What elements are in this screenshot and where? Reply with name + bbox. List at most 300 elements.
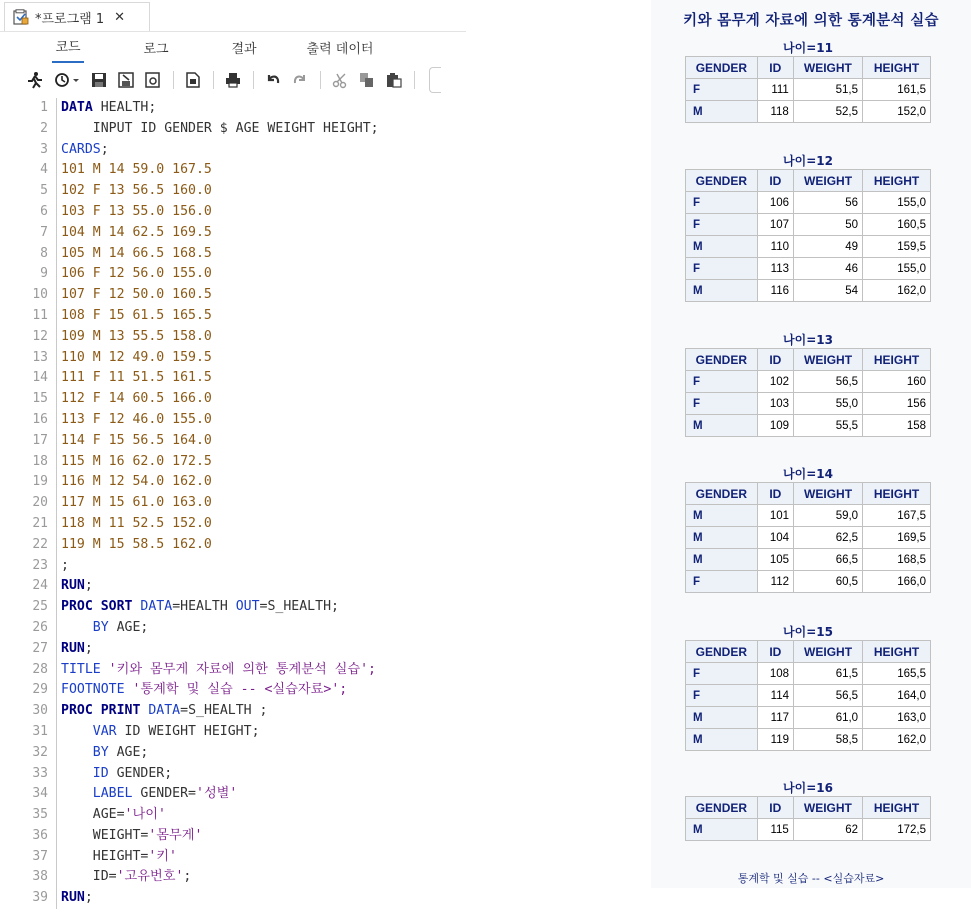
table-row — [686, 79, 931, 101]
code-token: '나이' — [124, 807, 166, 823]
code-line[interactable] — [0, 327, 466, 348]
copy-icon[interactable] — [358, 71, 376, 89]
code-text — [61, 514, 212, 535]
code-text — [61, 556, 69, 577]
value-cell: 164,0 — [863, 685, 931, 707]
code-text — [61, 368, 212, 389]
code-token: 107 F 12 50.0 160.5 — [61, 287, 212, 303]
code-line[interactable] — [0, 472, 466, 493]
code-line[interactable] — [0, 306, 466, 327]
line-number: 17 — [32, 432, 48, 448]
program-file-icon — [13, 9, 29, 25]
code-token: ID WEIGHT HEIGHT; — [116, 723, 260, 739]
value-cell: 112 — [757, 571, 793, 593]
code-token: ; — [183, 869, 192, 885]
history-icon[interactable] — [53, 71, 81, 89]
table-header-row — [686, 57, 931, 79]
code-line[interactable] — [0, 597, 466, 618]
code-token: 105 M 14 66.5 168.5 — [61, 245, 212, 261]
line-number: 10 — [32, 287, 48, 303]
value-cell: 104 — [757, 527, 793, 549]
code-token: BY — [92, 744, 109, 760]
table-row — [686, 549, 931, 571]
code-line[interactable] — [0, 348, 466, 369]
code-line[interactable] — [0, 743, 466, 764]
line-number: 19 — [32, 474, 48, 490]
value-cell: 165,5 — [863, 663, 931, 685]
code-token: ID — [92, 765, 109, 781]
gutter-divider — [56, 493, 57, 514]
gutter-divider — [56, 888, 57, 909]
code-text — [61, 493, 212, 514]
tab-log[interactable]: 로그 — [143, 42, 169, 57]
table-header-row — [686, 349, 931, 371]
column-header: HEIGHT — [863, 170, 931, 192]
code-area[interactable] — [0, 98, 466, 909]
code-token: 117 M 15 61.0 163.0 — [61, 495, 212, 511]
code-text — [61, 181, 212, 202]
code-line[interactable] — [0, 764, 466, 785]
gutter-divider — [56, 119, 57, 140]
code-text — [61, 701, 267, 722]
gutter-divider — [56, 826, 57, 847]
gutter-divider — [56, 306, 57, 327]
code-text — [61, 888, 93, 909]
value-cell: 113 — [757, 258, 793, 280]
results-footnote: 통계학 및 실습 -- <실습자료> — [737, 872, 885, 885]
code-token: AGE; — [108, 619, 149, 635]
line-number: 33 — [32, 765, 48, 781]
line-number: 25 — [32, 599, 48, 615]
toolbar-divider — [173, 71, 174, 89]
code-line[interactable] — [0, 368, 466, 389]
column-header: WEIGHT — [794, 170, 863, 192]
code-token: DATA — [61, 100, 93, 115]
gutter-divider — [56, 867, 57, 888]
gutter-divider — [56, 410, 57, 431]
code-token: 109 M 13 55.5 158.0 — [61, 328, 212, 344]
save-icon[interactable] — [90, 71, 108, 89]
line-number: 38 — [32, 869, 48, 885]
code-token: BY — [92, 619, 109, 635]
code-line[interactable] — [0, 181, 466, 202]
print-icon[interactable] — [224, 71, 242, 89]
gutter-divider — [56, 160, 57, 181]
by-group-table — [685, 781, 931, 841]
value-cell: 156 — [863, 393, 931, 415]
code-token: RUN — [61, 640, 85, 656]
value-cell: 168,5 — [863, 549, 931, 571]
gender-cell: F — [686, 371, 758, 393]
code-token: =HEALTH — [172, 599, 236, 615]
table-row — [686, 819, 931, 841]
code-text — [61, 784, 237, 805]
code-text — [61, 743, 148, 764]
gutter-divider — [56, 597, 57, 618]
code-token: ID= — [61, 869, 117, 885]
line-number: 39 — [32, 890, 48, 906]
value-cell: 162,0 — [863, 729, 931, 751]
gutter-divider — [56, 535, 57, 556]
gutter-divider — [56, 472, 57, 493]
line-number: 32 — [32, 744, 48, 760]
code-token — [61, 786, 93, 801]
code-token: 116 M 12 54.0 162.0 — [61, 474, 212, 490]
line-number: 35 — [32, 807, 48, 823]
code-token: =S_HEALTH ; — [180, 703, 268, 719]
code-token: '성별' — [196, 786, 238, 802]
table-header-row — [686, 483, 931, 505]
code-text — [61, 306, 212, 327]
value-cell: 56,5 — [794, 685, 863, 707]
gender-cell: F — [686, 192, 758, 214]
value-cell: 62 — [793, 819, 862, 841]
code-line[interactable] — [0, 160, 466, 181]
by-group-label: 나이=15 — [783, 625, 833, 639]
line-number: 12 — [32, 328, 48, 344]
value-cell: 62,5 — [794, 527, 863, 549]
value-cell: 55,5 — [794, 415, 863, 437]
code-text — [61, 535, 212, 556]
code-text — [61, 264, 212, 285]
code-text — [61, 285, 212, 306]
line-number: 11 — [32, 307, 48, 323]
save-program-icon[interactable] — [144, 71, 162, 89]
line-number: 2 — [40, 120, 48, 136]
gutter-divider — [56, 181, 57, 202]
gender-cell: F — [686, 79, 758, 101]
gender-cell: M — [686, 819, 758, 841]
value-cell: 162,0 — [863, 280, 931, 302]
column-header: WEIGHT — [793, 797, 862, 819]
gender-cell: M — [686, 505, 758, 527]
value-cell: 50 — [794, 214, 863, 236]
column-header: HEIGHT — [862, 57, 930, 79]
code-line[interactable] — [0, 639, 466, 660]
code-text — [61, 805, 166, 826]
line-number: 16 — [32, 411, 48, 427]
code-line[interactable] — [0, 264, 466, 285]
line-number: 15 — [32, 391, 48, 407]
toolbar-search-field[interactable] — [429, 67, 441, 93]
table-header-row — [686, 641, 931, 663]
by-group-label: 나이=16 — [783, 781, 833, 795]
gutter-divider — [56, 285, 57, 306]
value-cell: 61,0 — [794, 707, 863, 729]
line-number: 37 — [32, 848, 48, 864]
code-line[interactable] — [0, 805, 466, 826]
column-header: ID — [757, 57, 793, 79]
line-number: 1 — [40, 100, 48, 115]
code-token: OUT — [235, 599, 260, 615]
code-text — [61, 764, 172, 785]
column-header: GENDER — [686, 483, 758, 505]
code-text — [61, 202, 212, 223]
code-token: TITLE — [61, 661, 101, 677]
code-line[interactable] — [0, 431, 466, 452]
code-text — [61, 98, 156, 119]
redo-icon[interactable] — [291, 71, 309, 89]
value-cell: 103 — [757, 393, 793, 415]
value-cell: 59,0 — [794, 505, 863, 527]
table-row — [686, 415, 931, 437]
run-icon[interactable] — [26, 71, 44, 89]
value-cell: 166,0 — [863, 571, 931, 593]
code-line[interactable] — [0, 576, 466, 597]
table-row — [686, 685, 931, 707]
code-line[interactable] — [0, 556, 466, 577]
code-token — [61, 724, 93, 739]
value-cell: 169,5 — [863, 527, 931, 549]
code-line[interactable] — [0, 826, 466, 847]
column-header: ID — [757, 349, 793, 371]
tab-code[interactable]: 코드 — [52, 36, 84, 63]
code-token: AGE= — [61, 807, 125, 823]
gutter-divider — [56, 764, 57, 785]
code-token: 113 F 12 46.0 155.0 — [61, 411, 212, 427]
code-line[interactable] — [0, 514, 466, 535]
line-number: 18 — [32, 453, 48, 469]
code-token: VAR — [92, 723, 117, 739]
code-text — [61, 119, 379, 140]
code-text — [61, 472, 212, 493]
value-cell: 102 — [757, 371, 793, 393]
code-token: INPUT ID GENDER $ AGE WEIGHT HEIGHT; — [61, 120, 379, 136]
code-file-icon[interactable] — [184, 71, 202, 89]
column-header: ID — [757, 170, 793, 192]
column-header: WEIGHT — [794, 483, 863, 505]
code-token: AGE; — [108, 744, 149, 760]
line-number: 21 — [32, 515, 48, 531]
value-cell: 114 — [757, 685, 793, 707]
table-row — [686, 236, 931, 258]
column-header: ID — [757, 641, 793, 663]
gutter-divider — [56, 805, 57, 826]
column-header: GENDER — [686, 57, 758, 79]
editor-subtabs — [0, 33, 466, 63]
value-cell: 159,5 — [863, 236, 931, 258]
code-line[interactable] — [0, 867, 466, 888]
value-cell: 55,0 — [794, 393, 863, 415]
value-cell: 109 — [757, 415, 793, 437]
gutter-divider — [56, 348, 57, 369]
gutter-divider — [56, 680, 57, 701]
code-line[interactable] — [0, 452, 466, 473]
code-line[interactable] — [0, 660, 466, 681]
code-token: FOOTNOTE — [61, 682, 125, 698]
code-token: '몸무게' — [148, 827, 203, 843]
code-line[interactable] — [0, 618, 466, 639]
code-line[interactable] — [0, 722, 466, 743]
code-token: '키와 몸무게 자료에 의한 통계분석 실습'; — [100, 661, 376, 677]
value-cell: 158 — [863, 415, 931, 437]
code-line[interactable] — [0, 410, 466, 431]
gutter-divider — [56, 847, 57, 868]
results-table — [685, 169, 931, 302]
code-text — [61, 660, 376, 681]
code-text — [61, 389, 212, 410]
column-header: HEIGHT — [863, 641, 931, 663]
gutter-divider — [56, 202, 57, 223]
code-text — [61, 826, 202, 847]
value-cell: 152,0 — [862, 101, 930, 123]
line-number: 34 — [32, 786, 48, 802]
code-token: =S_HEALTH; — [259, 599, 339, 615]
tab-output-data[interactable]: 출력 데이터 — [306, 42, 374, 57]
value-cell: 160,5 — [863, 214, 931, 236]
code-token: 111 F 11 51.5 161.5 — [61, 370, 212, 386]
line-number: 29 — [32, 682, 48, 698]
code-token: '고유번호' — [116, 869, 184, 885]
code-token — [61, 620, 93, 635]
code-token: GENDER= — [132, 786, 196, 802]
gutter-divider — [56, 514, 57, 535]
table-row — [686, 663, 931, 685]
value-cell: 49 — [794, 236, 863, 258]
paste-icon[interactable] — [385, 71, 403, 89]
line-number: 23 — [32, 557, 48, 573]
value-cell: 106 — [757, 192, 793, 214]
column-header: HEIGHT — [863, 483, 931, 505]
by-group-label: 나이=11 — [783, 41, 833, 55]
table-row — [686, 729, 931, 751]
code-token: RUN — [61, 578, 85, 594]
gutter-divider — [56, 244, 57, 265]
by-group-table — [685, 625, 931, 751]
code-line[interactable] — [0, 119, 466, 140]
table-header-row — [686, 797, 931, 819]
code-text — [61, 847, 177, 868]
line-number: 6 — [40, 203, 48, 219]
gutter-divider — [56, 368, 57, 389]
code-token: 119 M 15 58.5 162.0 — [61, 536, 212, 552]
table-row — [686, 214, 931, 236]
value-cell: 56 — [794, 192, 863, 214]
code-line[interactable] — [0, 493, 466, 514]
gender-cell: F — [686, 663, 758, 685]
code-line[interactable] — [0, 847, 466, 868]
code-line[interactable] — [0, 888, 466, 909]
line-number: 3 — [40, 141, 48, 157]
table-row — [686, 101, 931, 123]
column-header: GENDER — [686, 797, 758, 819]
code-editor-panel — [0, 0, 466, 906]
code-line[interactable] — [0, 98, 466, 119]
code-line[interactable] — [0, 680, 466, 701]
line-number: 20 — [32, 495, 48, 511]
value-cell: 101 — [757, 505, 793, 527]
code-token: PROC SORT — [61, 599, 133, 615]
document-tab-bar — [0, 0, 466, 32]
line-number: 9 — [40, 266, 48, 282]
code-line[interactable] — [0, 701, 466, 722]
results-table — [685, 640, 931, 751]
code-token: 110 M 12 49.0 159.5 — [61, 349, 212, 365]
value-cell: 115 — [757, 819, 793, 841]
value-cell: 107 — [757, 214, 793, 236]
code-token: ; — [84, 578, 93, 594]
cut-icon[interactable] — [331, 71, 349, 89]
line-number: 24 — [32, 578, 48, 594]
gutter-divider — [56, 98, 57, 119]
value-cell: 66,5 — [794, 549, 863, 571]
code-token: HEALTH; — [92, 100, 157, 115]
code-token: 101 M 14 59.0 167.5 — [61, 162, 212, 178]
value-cell: 117 — [757, 707, 793, 729]
column-header: GENDER — [686, 641, 758, 663]
tab-results[interactable]: 결과 — [231, 42, 257, 57]
code-line[interactable] — [0, 535, 466, 556]
gender-cell: M — [686, 415, 758, 437]
toolbar-divider — [253, 71, 254, 89]
gutter-divider — [56, 576, 57, 597]
code-token: PROC PRINT — [61, 703, 141, 719]
code-token: 103 F 13 55.0 156.0 — [61, 203, 212, 219]
value-cell: 161,5 — [862, 79, 930, 101]
column-header: WEIGHT — [794, 349, 863, 371]
line-number: 22 — [32, 536, 48, 552]
code-token: 102 F 13 56.5 160.0 — [61, 183, 212, 199]
code-text — [61, 867, 191, 888]
value-cell: 51,5 — [793, 79, 862, 101]
code-line[interactable] — [0, 389, 466, 410]
code-token: GENDER; — [108, 765, 173, 781]
save-as-icon[interactable] — [117, 71, 135, 89]
gender-cell: M — [686, 729, 758, 751]
code-line[interactable] — [0, 784, 466, 805]
value-cell: 155,0 — [863, 258, 931, 280]
code-line[interactable] — [0, 140, 466, 161]
by-group-table — [685, 333, 931, 437]
column-header: WEIGHT — [794, 641, 863, 663]
code-token: 108 F 15 61.5 165.5 — [61, 307, 212, 323]
code-token: 112 F 14 60.5 166.0 — [61, 391, 212, 407]
code-token: ; — [84, 640, 93, 656]
code-text — [61, 452, 212, 473]
table-row — [686, 505, 931, 527]
code-line[interactable] — [0, 244, 466, 265]
table-row — [686, 393, 931, 415]
gutter-divider — [56, 431, 57, 452]
table-row — [686, 707, 931, 729]
gutter-divider — [56, 660, 57, 681]
code-line[interactable] — [0, 223, 466, 244]
undo-icon[interactable] — [264, 71, 282, 89]
close-tab-icon[interactable]: ✕ — [114, 9, 126, 25]
line-number: 13 — [32, 349, 48, 365]
code-line[interactable] — [0, 202, 466, 223]
column-header: GENDER — [686, 349, 758, 371]
code-token: '통계학 및 실습 -- <실습자료>'; — [124, 682, 348, 698]
line-number: 30 — [32, 703, 48, 719]
line-number: 4 — [40, 162, 48, 178]
code-text — [61, 327, 212, 348]
results-table — [685, 56, 931, 123]
gender-cell: M — [686, 101, 758, 123]
code-line[interactable] — [0, 285, 466, 306]
code-token: DATA — [140, 599, 173, 615]
column-header: ID — [757, 797, 793, 819]
by-group-table — [685, 41, 931, 123]
line-number: 36 — [32, 827, 48, 843]
code-token: 106 F 12 56.0 155.0 — [61, 266, 212, 282]
code-token: CARDS — [61, 141, 101, 157]
value-cell: 118 — [757, 101, 793, 123]
code-text — [61, 576, 93, 597]
program-tab[interactable] — [4, 2, 150, 31]
code-text — [61, 223, 212, 244]
gutter-divider — [56, 618, 57, 639]
